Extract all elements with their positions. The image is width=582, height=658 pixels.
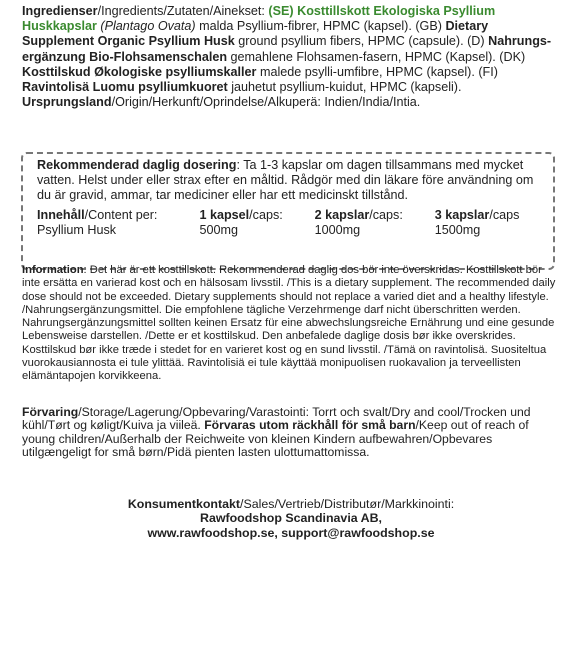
product-cell: Psyllium Husk (37, 223, 117, 237)
dk-ingredients: malede psylli-umfibre, HPMC (kapsel). (FI) (256, 64, 498, 79)
gb-ingredients: ground psyllium fibers, HPMC (capsule). (D) (234, 34, 489, 49)
col3-header (435, 208, 543, 223)
contact-links-text: www.rawfoodshop.se, support@rawfoodshop.se (147, 525, 435, 540)
information-text: : Det här är ett kosttillskott. Rekommenderad daglig dos bör inte överskridas. Kosttillskott bör inte ersätta en varierad kost och en hälsosam livsstil. /This is a dietary supplement. The recommended daily dose should not be exceeded. Dietary supplements should not replace a varied diet and a healthy lifestyle. /Nahrungsergänzungsmittel. Die empfohlene tägliche Verzehrmenge darf nicht überschritten werden. Nahrungsergänzungsmittel sollten keinen Ersatz für eine abwechslungsreiche Ernährung und eine gesunde Lebensweise darstellen. /Dette er et kosttilskud. Den anbefalede daglige dosis bør ikke overskrides. Kosttilskud bør ikke træde i stedet for en varieret kost og en sund livsstil. /Tämä on ravintolisä. Suositeltua vuorokausiannosta ei tule ylittää. Ravintolisiä ei tule käyttää monipuolisen ruokavalion ja terveellisten elämäntapojen korvikkeena. (22, 264, 556, 383)
col2-unit: /caps: (369, 208, 403, 222)
storage-warning: Förvaras utom räckhåll för små barn (204, 418, 416, 433)
col2-header (315, 208, 435, 223)
col1-header (199, 208, 314, 223)
content-table-row (37, 223, 543, 238)
de-product-name: Nahrungs-ergänzung Bio-Flohsamenschalen (22, 34, 552, 64)
content-per-label: /Content per: (84, 208, 158, 222)
information-label: Information (22, 264, 84, 276)
col3-unit: /caps (489, 208, 520, 222)
content-label: Innehåll (37, 208, 85, 222)
de-ingredients: gemahlene Flohsamen-fasern, HPMC (Kapsel). (DK) (227, 49, 526, 64)
origin-text: /Origin/Herkunft/Oprindelse/Alkuperä: Indien/India/Intia. (111, 95, 421, 110)
col3-value: 1500mg (434, 223, 481, 237)
ingredients-section (22, 4, 562, 110)
dosage-label: Rekommenderad daglig dosering (37, 158, 237, 172)
information-section (22, 264, 562, 384)
storage-warning-translations: /Keep out of reach of young children/Außerhalb der Reichweite von kleinen Kindern aufbewahren/Opbevares utilgængeligt for små børn/Pidä pienten lasten ulottumattomissa. (22, 418, 529, 459)
origin-label: Ursprungsland (22, 95, 112, 110)
content-per-header (37, 208, 199, 223)
se-ingredients: malda Psyllium-fibrer, HPMC (kapsel). (GB) (195, 19, 446, 34)
storage-label: Förvaring (22, 405, 79, 419)
dosage-instructions (37, 158, 543, 204)
storage-section (22, 406, 562, 459)
fi-product-name: Ravintolisä Luomu psylliumkuoret (22, 80, 228, 95)
contact-label: Konsumentkontakt (127, 497, 241, 511)
storage-text: /Storage/Lagerung/Opbevaring/Varastointi: Torrt och svalt/Dry and cool/Trocken und kühl/Tørt og køligt/Kuiva ja viileä. (22, 405, 531, 433)
dosage-box (21, 152, 555, 270)
ingredients-label-translations: /Ingredients/Zutaten/Ainekset: (97, 4, 269, 18)
col1-unit: /caps: (249, 208, 283, 222)
contact-section (0, 497, 582, 540)
latin-name: (Plantago Ovata) (100, 19, 196, 34)
company-name (0, 511, 582, 525)
content-table-header (37, 208, 543, 223)
ingredients-label: Ingredienser (22, 4, 98, 18)
dk-product-name: Kosttilskud Økologiske psylliumskaller (22, 64, 257, 79)
gb-product-name: Dietary Supplement Organic Psyllium Husk (22, 19, 489, 49)
col1-value: 500mg (199, 223, 238, 237)
col3-head: 3 kapslar (434, 208, 490, 222)
fi-ingredients: jauhetut psyllium-kuidut, HPMC (kapseli). (227, 80, 462, 95)
dosage-text: : Ta 1-3 kapslar om dagen tillsammans med mycket vatten. Helst under eller strax efter en måltid. Rådgör med din läkare före användning om du är gravid, ammar, tar mediciner eller har ett medicinskt tillstånd. (37, 158, 534, 203)
col1-head: 1 kapsel (199, 208, 250, 222)
se-product-name: (SE) Kosttillskott Ekologiska Psyllium Huskkapslar (22, 4, 496, 34)
content-table (37, 208, 543, 238)
contact-line (0, 497, 582, 511)
contact-links (0, 526, 582, 540)
company-text: Rawfoodshop Scandinavia AB, (200, 511, 382, 526)
col2-value: 1000mg (314, 223, 361, 237)
col2-head: 2 kapslar (314, 208, 370, 222)
contact-label-translations: /Sales/Vertrieb/Distributør/Markkinointi: (240, 497, 455, 511)
